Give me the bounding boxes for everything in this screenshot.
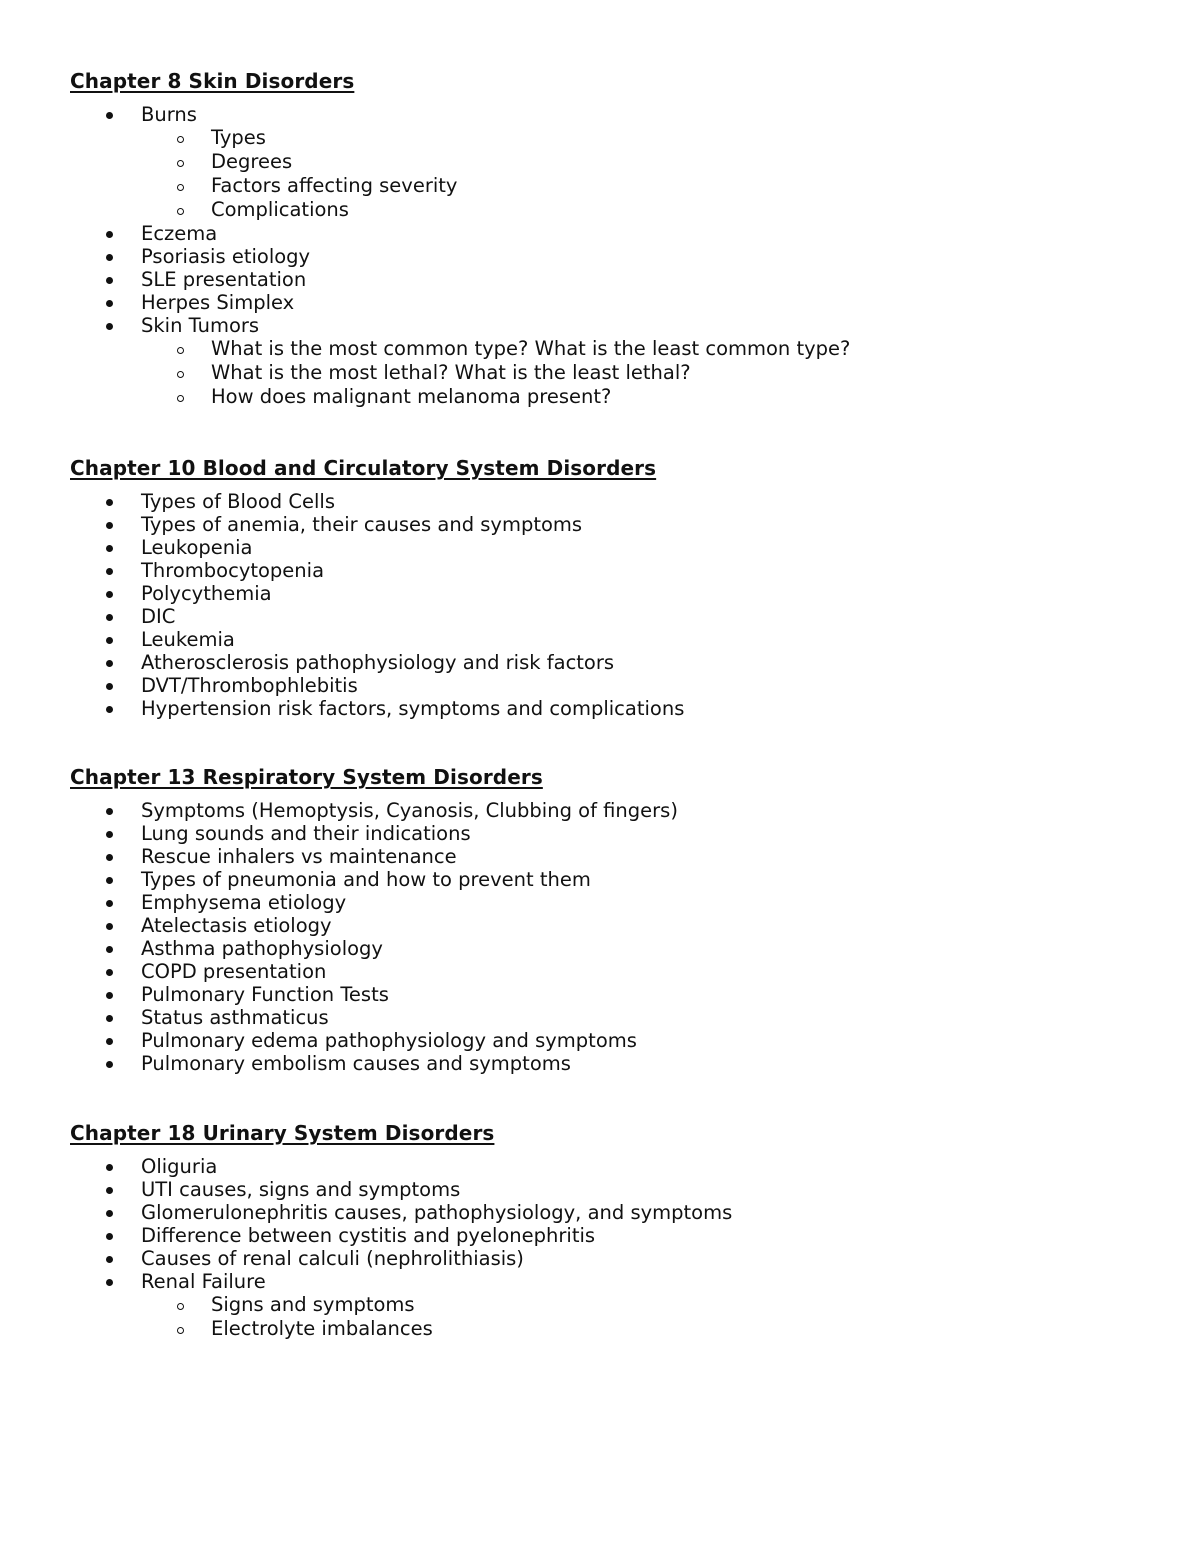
list-item bbox=[70, 868, 1130, 891]
section-heading: Chapter 13 Respiratory System Disorders bbox=[70, 765, 543, 789]
list-item-label: Types of pneumonia and how to prevent them bbox=[141, 868, 591, 891]
bullet-icon bbox=[106, 683, 113, 690]
list-item-label: UTI causes, signs and symptoms bbox=[141, 1178, 461, 1201]
list-item bbox=[70, 222, 1130, 245]
bullet-icon bbox=[106, 1233, 113, 1240]
sub-list-item bbox=[70, 1293, 1130, 1317]
sub-list-item bbox=[70, 150, 1130, 174]
list-item-label: Causes of renal calculi (nephrolithiasis) bbox=[141, 1247, 524, 1270]
bullet-icon bbox=[106, 1210, 113, 1217]
sub-list-item bbox=[70, 385, 1130, 409]
bullet-icon bbox=[106, 300, 113, 307]
list-item-label: Skin Tumors bbox=[141, 314, 260, 337]
list-item-label: Types of anemia, their causes and symptoms bbox=[141, 513, 583, 536]
bullet-icon bbox=[106, 637, 113, 644]
list-item-label: Leukopenia bbox=[141, 536, 253, 559]
bullet-icon bbox=[106, 231, 113, 238]
sub-list-item-label: What is the most lethal? What is the least lethal? bbox=[211, 361, 691, 384]
list-item bbox=[70, 845, 1130, 868]
list-item-label: Renal Failure bbox=[141, 1270, 266, 1293]
bullet-icon bbox=[106, 1279, 113, 1286]
list-item-label: Burns bbox=[141, 103, 197, 126]
bullet-icon bbox=[106, 323, 113, 330]
list-item-label: DVT/Thrombophlebitis bbox=[141, 674, 358, 697]
list-item bbox=[70, 1029, 1130, 1052]
section-heading: Chapter 8 Skin Disorders bbox=[70, 69, 355, 93]
bullet-icon bbox=[106, 591, 113, 598]
sub-list-item-label: Electrolyte imbalances bbox=[211, 1317, 433, 1340]
list-item-label: Thrombocytopenia bbox=[141, 559, 325, 582]
list-item bbox=[70, 914, 1130, 937]
list-item-label: Glomerulonephritis causes, pathophysiology, and symptoms bbox=[141, 1201, 733, 1224]
sub-list-item-label: Complications bbox=[211, 198, 349, 221]
sub-list-item bbox=[70, 1317, 1130, 1341]
list-item bbox=[70, 891, 1130, 914]
list-item bbox=[70, 1201, 1130, 1224]
bullet-icon bbox=[106, 568, 113, 575]
bullet-icon bbox=[106, 923, 113, 930]
list-item bbox=[70, 314, 1130, 337]
sub-list-item bbox=[70, 337, 1130, 361]
list-item-label: Pulmonary embolism causes and symptoms bbox=[141, 1052, 571, 1075]
bullet-icon bbox=[106, 1187, 113, 1194]
list-item bbox=[70, 513, 1130, 536]
sub-list-item bbox=[70, 174, 1130, 198]
list-item-label: Eczema bbox=[141, 222, 218, 245]
topic-list bbox=[70, 103, 1130, 409]
list-item-label: SLE presentation bbox=[141, 268, 307, 291]
bullet-icon bbox=[106, 808, 113, 815]
sub-list-item bbox=[70, 126, 1130, 150]
sub-list-item-label: Factors affecting severity bbox=[211, 174, 458, 197]
bullet-icon bbox=[106, 112, 113, 119]
circle-bullet-icon bbox=[177, 136, 184, 143]
list-item bbox=[70, 245, 1130, 268]
list-item bbox=[70, 697, 1130, 720]
list-item-label: Leukemia bbox=[141, 628, 235, 651]
circle-bullet-icon bbox=[177, 347, 184, 354]
list-item bbox=[70, 1224, 1130, 1247]
section-chapter-10 bbox=[70, 455, 1130, 720]
list-item-label: Herpes Simplex bbox=[141, 291, 295, 314]
list-item-label: Asthma pathophysiology bbox=[141, 937, 383, 960]
bullet-icon bbox=[106, 614, 113, 621]
bullet-icon bbox=[106, 660, 113, 667]
topic-list bbox=[70, 1155, 1130, 1341]
circle-bullet-icon bbox=[177, 1303, 184, 1310]
list-item-label: Atherosclerosis pathophysiology and risk factors bbox=[141, 651, 615, 674]
topic-list bbox=[70, 799, 1130, 1075]
list-item-label: Status asthmaticus bbox=[141, 1006, 329, 1029]
circle-bullet-icon bbox=[177, 395, 184, 402]
bullet-icon bbox=[106, 877, 113, 884]
list-item bbox=[70, 490, 1130, 513]
list-item-label: Rescue inhalers vs maintenance bbox=[141, 845, 457, 868]
list-item bbox=[70, 605, 1130, 628]
bullet-icon bbox=[106, 1164, 113, 1171]
circle-bullet-icon bbox=[177, 208, 184, 215]
list-item-label: COPD presentation bbox=[141, 960, 327, 983]
list-item-label: Hypertension risk factors, symptoms and complications bbox=[141, 697, 685, 720]
list-item bbox=[70, 559, 1130, 582]
bullet-icon bbox=[106, 522, 113, 529]
list-item bbox=[70, 628, 1130, 651]
bullet-icon bbox=[106, 1061, 113, 1068]
list-item-label: Atelectasis etiology bbox=[141, 914, 332, 937]
bullet-icon bbox=[106, 946, 113, 953]
list-item bbox=[70, 536, 1130, 559]
sub-list-item-label: What is the most common type? What is the least common type? bbox=[211, 337, 851, 360]
list-item-label: Difference between cystitis and pyelonephritis bbox=[141, 1224, 596, 1247]
bullet-icon bbox=[106, 1256, 113, 1263]
circle-bullet-icon bbox=[177, 184, 184, 191]
list-item-label: Oliguria bbox=[141, 1155, 218, 1178]
list-item bbox=[70, 983, 1130, 1006]
bullet-icon bbox=[106, 499, 113, 506]
list-item bbox=[70, 799, 1130, 822]
sub-list-item bbox=[70, 361, 1130, 385]
list-item-label: Lung sounds and their indications bbox=[141, 822, 471, 845]
list-item bbox=[70, 1006, 1130, 1029]
section-heading: Chapter 10 Blood and Circulatory System Disorders bbox=[70, 456, 657, 480]
list-item bbox=[70, 1155, 1130, 1178]
list-item bbox=[70, 1270, 1130, 1293]
list-item-label: Symptoms (Hemoptysis, Cyanosis, Clubbing of fingers) bbox=[141, 799, 678, 822]
section-chapter-13 bbox=[70, 764, 1130, 1075]
list-item bbox=[70, 822, 1130, 845]
circle-bullet-icon bbox=[177, 160, 184, 167]
bullet-icon bbox=[106, 706, 113, 713]
sub-list-item-label: Signs and symptoms bbox=[211, 1293, 415, 1316]
bullet-icon bbox=[106, 854, 113, 861]
list-item bbox=[70, 651, 1130, 674]
list-item-label: Psoriasis etiology bbox=[141, 245, 311, 268]
bullet-icon bbox=[106, 831, 113, 838]
list-item bbox=[70, 1247, 1130, 1270]
list-item-label: Emphysema etiology bbox=[141, 891, 347, 914]
list-item-label: Types of Blood Cells bbox=[141, 490, 335, 513]
list-item-label: Polycythemia bbox=[141, 582, 272, 605]
list-item bbox=[70, 1052, 1130, 1075]
circle-bullet-icon bbox=[177, 371, 184, 378]
list-item bbox=[70, 1178, 1130, 1201]
list-item bbox=[70, 937, 1130, 960]
topic-list bbox=[70, 490, 1130, 720]
bullet-icon bbox=[106, 277, 113, 284]
section-chapter-8 bbox=[70, 68, 1130, 409]
list-item bbox=[70, 960, 1130, 983]
sub-list-item-label: Types bbox=[211, 126, 266, 149]
list-item-label: DIC bbox=[141, 605, 176, 628]
sub-list-item-label: Degrees bbox=[211, 150, 293, 173]
section-chapter-18 bbox=[70, 1120, 1130, 1341]
section-heading: Chapter 18 Urinary System Disorders bbox=[70, 1121, 495, 1145]
list-item bbox=[70, 674, 1130, 697]
list-item-label: Pulmonary Function Tests bbox=[141, 983, 389, 1006]
list-item bbox=[70, 582, 1130, 605]
bullet-icon bbox=[106, 992, 113, 999]
circle-bullet-icon bbox=[177, 1327, 184, 1334]
list-item bbox=[70, 291, 1130, 314]
bullet-icon bbox=[106, 1038, 113, 1045]
sub-list-item-label: How does malignant melanoma present? bbox=[211, 385, 612, 408]
bullet-icon bbox=[106, 1015, 113, 1022]
bullet-icon bbox=[106, 545, 113, 552]
bullet-icon bbox=[106, 969, 113, 976]
list-item-label: Pulmonary edema pathophysiology and symptoms bbox=[141, 1029, 637, 1052]
bullet-icon bbox=[106, 254, 113, 261]
list-item bbox=[70, 103, 1130, 126]
bullet-icon bbox=[106, 900, 113, 907]
list-item bbox=[70, 268, 1130, 291]
sub-list-item bbox=[70, 198, 1130, 222]
